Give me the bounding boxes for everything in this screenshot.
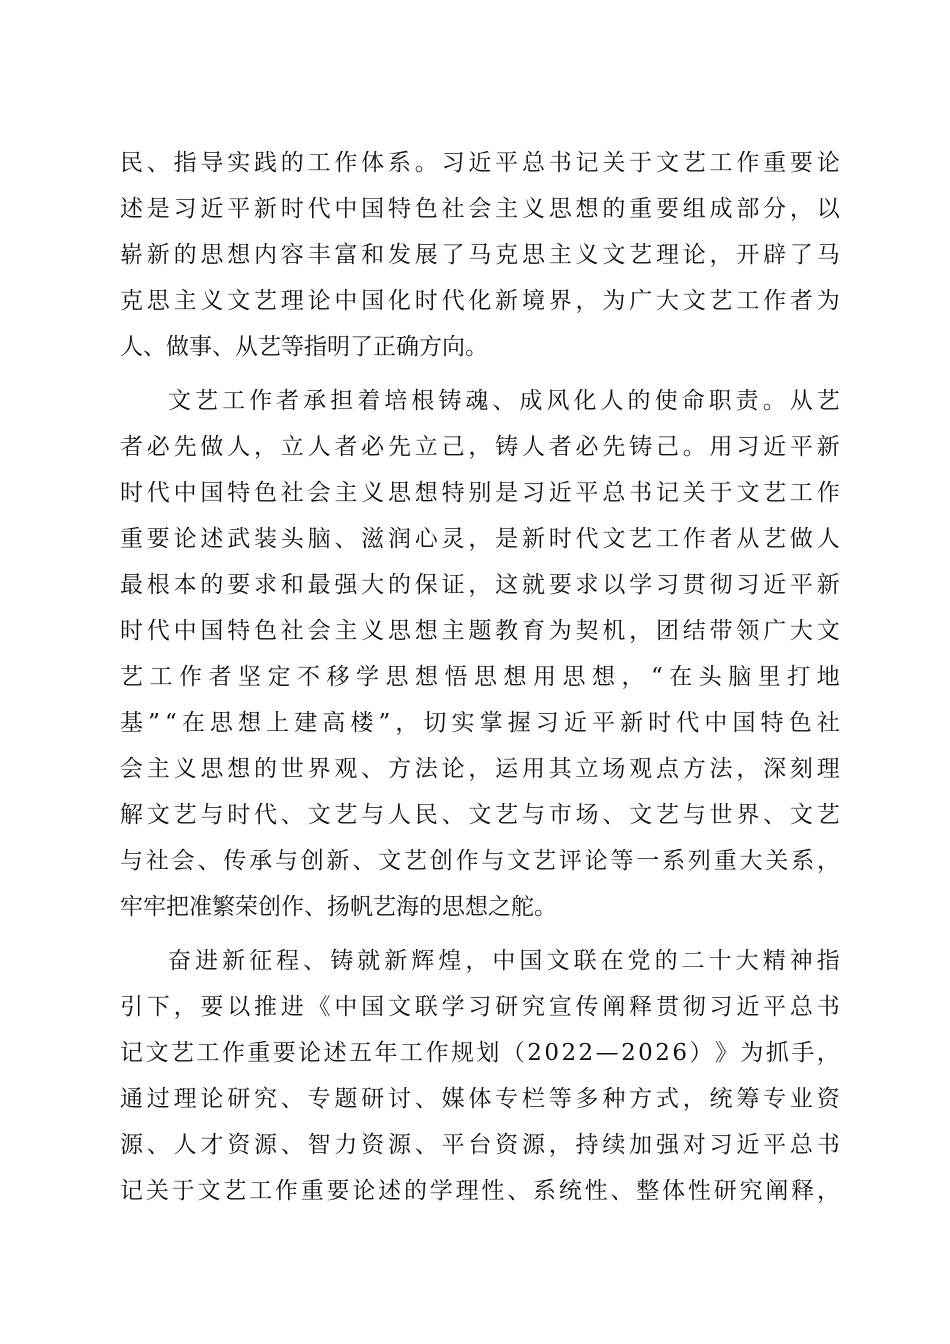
text-line: 记 关 于 文 艺 工 作 重 要 论 述 的 学 理 性 、 系 统 性 、 整 体 性 研 究 阐 释 ，: [120, 1178, 840, 1204]
text-line: 重 要 论 述 武 装 头 脑 、 滋 润 心 灵 ， 是 新 时 代 文 艺 工 作 者 从 艺 做 人: [120, 526, 840, 552]
document-body: [120, 140, 840, 1214]
text-line: 时 代 中 国 特 色 社 会 主 义 思 想 主 题 教 育 为 契 机 ， 团 结 带 领 广 大 文: [120, 618, 840, 644]
paragraph-gap: [120, 930, 840, 938]
text-line: 文 艺 工 作 者 承 担 着 培 根 铸 魂 、 成 风 化 人 的 使 命 职 责 。 从 艺: [168, 388, 840, 414]
text-line: 人、做事、从艺等指明了正确方向。: [120, 334, 488, 360]
text-line: 时 代 中 国 特 色 社 会 主 义 思 想 特 别 是 习 近 平 总 书 记 关 于 文 艺 工 作: [120, 480, 840, 506]
text-line: 述 是 习 近 平 新 时 代 中 国 特 色 社 会 主 义 思 想 的 重 要 组 成 部 分 ， 以: [120, 196, 840, 222]
paragraph-2: [120, 378, 840, 930]
text-line: 基 ” “ 在 思 想 上 建 高 楼 ” ， 切 实 掌 握 习 近 平 新 时 代 中 国 特 色 社: [120, 710, 840, 736]
paragraph-gap: [120, 370, 840, 378]
paragraph-3: [120, 938, 840, 1214]
text-line: 记 文 艺 工 作 重 要 论 述 五 年 工 作 规 划 （ 2 0 2 2 — 2 0 2 6 ） 》 为 抓 手 ，: [120, 1040, 840, 1066]
text-line: 引 下 ， 要 以 推 进 《 中 国 文 联 学 习 研 究 宣 传 阐 释 贯 彻 习 近 平 总 书: [120, 994, 840, 1020]
text-line: 奋 进 新 征 程 、 铸 就 新 辉 煌 ， 中 国 文 联 在 党 的 二 十 大 精 神 指: [168, 948, 840, 974]
text-line: 艺 工 作 者 坚 定 不 移 学 思 想 悟 思 想 用 思 想 ， “ 在 头 脑 里 打 地: [120, 664, 840, 690]
text-line: 最 根 本 的 要 求 和 最 强 大 的 保 证 ， 这 就 要 求 以 学 习 贯 彻 习 近 平 新: [120, 572, 840, 598]
paragraph-1: [120, 140, 840, 370]
text-line: 源 、 人 才 资 源 、 智 力 资 源 、 平 台 资 源 ， 持 续 加 强 对 习 近 平 总 书: [120, 1132, 840, 1158]
text-line: 崭 新 的 思 想 内 容 丰 富 和 发 展 了 马 克 思 主 义 文 艺 理 论 ， 开 辟 了 马: [120, 242, 840, 268]
text-line: 与 社 会 、 传 承 与 创 新 、 文 艺 创 作 与 文 艺 评 论 等 一 系 列 重 大 关 系 ，: [120, 848, 840, 874]
text-line: 通 过 理 论 研 究 、 专 题 研 讨 、 媒 体 专 栏 等 多 种 方 式 ， 统 筹 专 业 资: [120, 1086, 840, 1112]
text-line: 会 主 义 思 想 的 世 界 观 、 方 法 论 ， 运 用 其 立 场 观 点 方 法 ， 深 刻 理: [120, 756, 840, 782]
text-line: 克 思 主 义 文 艺 理 论 中 国 化 时 代 化 新 境 界 ， 为 广 大 文 艺 工 作 者 为: [120, 288, 840, 314]
text-line: 牢牢把准繁荣创作、扬帆艺海的思想之舵。: [120, 894, 557, 920]
text-line: 民 、 指 导 实 践 的 工 作 体 系 。 习 近 平 总 书 记 关 于 文 艺 工 作 重 要 论: [120, 150, 840, 176]
text-line: 者 必 先 做 人 ， 立 人 者 必 先 立 己 ， 铸 人 者 必 先 铸 己 。 用 习 近 平 新: [120, 434, 840, 460]
text-line: 解 文 艺 与 时 代 、 文 艺 与 人 民 、 文 艺 与 市 场 、 文 艺 与 世 界 、 文 艺: [120, 802, 840, 828]
